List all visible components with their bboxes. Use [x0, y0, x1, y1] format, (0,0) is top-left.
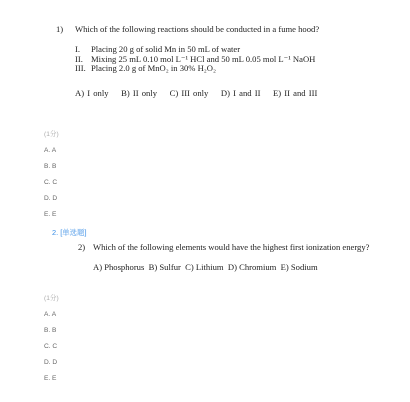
- option-a[interactable]: A. A: [44, 147, 57, 154]
- question-1-stem-row: [56, 24, 396, 35]
- option-e[interactable]: E. E: [44, 211, 57, 218]
- option-d[interactable]: D. D: [44, 195, 58, 202]
- question-2-header: 2. [单选题]: [52, 228, 87, 237]
- option-c[interactable]: C. C: [44, 179, 58, 186]
- question-1-stem: Which of the following reactions should be conducted in a fume hood?: [75, 24, 320, 34]
- question-2-score: (1分): [44, 295, 59, 302]
- option-a[interactable]: A. A: [44, 311, 57, 318]
- question-2-number: 2): [78, 242, 86, 252]
- statement-text: Placing 2.0 g of MnO₂ in 30% H₂O₂: [91, 63, 216, 74]
- option-d[interactable]: D. D: [44, 359, 58, 366]
- statement-numeral: I.: [75, 44, 81, 54]
- option-c[interactable]: C. C: [44, 343, 58, 350]
- option-b[interactable]: B. B: [44, 163, 57, 170]
- question-2-stem-row: [78, 242, 378, 253]
- question-1-number: 1): [56, 24, 64, 34]
- question-2: [78, 242, 378, 272]
- question-1: [56, 24, 396, 99]
- question-2-choices: A) Phosphorus B) Sulfur C) Lithium D) Chromium E) Sodium: [93, 261, 318, 272]
- question-1-items: [75, 45, 396, 74]
- question-1-score: (1分): [44, 131, 59, 138]
- statement-text: Placing 20 g of solid Mn in 50 mL of water: [91, 44, 241, 54]
- question-2-stem: Which of the following elements would have the highest first ionization energy?: [93, 242, 370, 252]
- question-2-options: [44, 292, 59, 391]
- statement-numeral: II.: [75, 53, 83, 64]
- option-e[interactable]: E. E: [44, 375, 57, 382]
- question-1-options: [44, 128, 59, 227]
- option-b[interactable]: B. B: [44, 327, 57, 334]
- question-1-choices: A) I only B) II only C) III only D) I and II E) II and III: [75, 87, 318, 98]
- statement-text: Mixing 25 mL 0.10 mol L⁻¹ HCl and 50 mL 0.05 mol L⁻¹ NaOH: [91, 53, 316, 64]
- statement-numeral: III.: [75, 63, 86, 74]
- statement-row: [75, 64, 396, 74]
